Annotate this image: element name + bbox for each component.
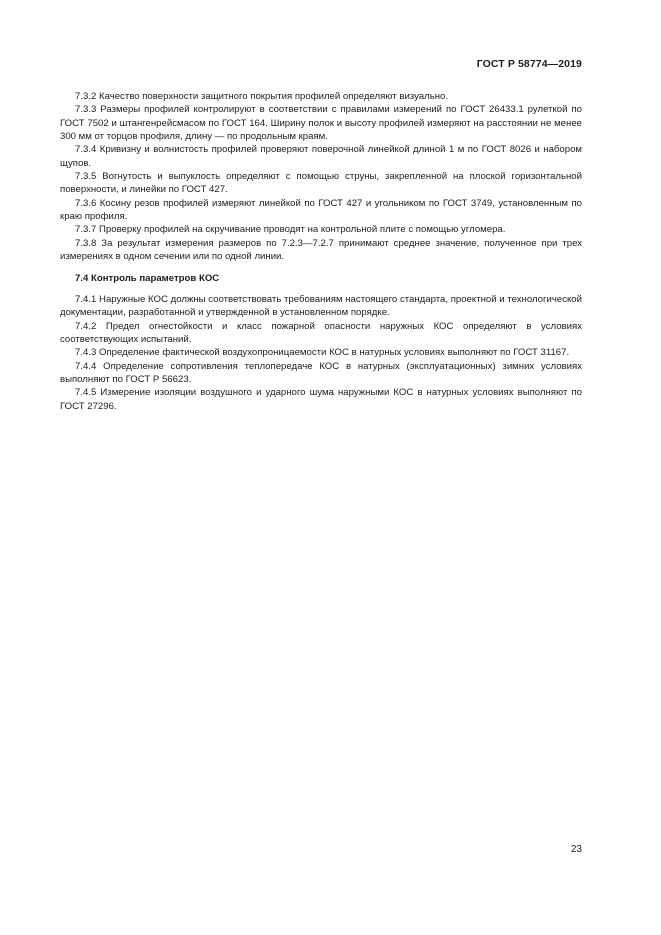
document-header-id: ГОСТ Р 58774—2019 <box>476 58 582 70</box>
paragraph-7-3-7: 7.3.7 Проверку профилей на скручивание проводят на контрольной плите с помощью угломера. <box>75 224 506 236</box>
document-body <box>60 90 582 413</box>
paragraph-7-3-3: 7.3.3 Размеры профилей контролируют в соответствии с правилами измерений по ГОСТ 26433.1 рулеткой по ГОСТ 7502 и штангенрейсмасом по ГОСТ 164. Ширину полок и высоту профилей измеряют на расстоянии не менее 300 мм от торцов профиля, длину — по продольным краям. <box>60 104 582 143</box>
paragraph-7-3-6: 7.3.6 Косину резов профилей измеряют линейкой по ГОСТ 427 и угольником по ГОСТ 3749, установленным по краю профиля. <box>60 197 582 223</box>
paragraph-7-3-8: 7.3.8 За результат измерения размеров по 7.2.3—7.2.7 принимают среднее значение, полученное при трех измерениях в одном сечении или по одной линии. <box>60 237 582 263</box>
paragraph-7-4-1: 7.4.1 Наружные КОС должны соответствовать требованиям настоящего стандарта, проектной и технологической документации, разработанной и утвержденной в установленном порядке. <box>60 293 582 319</box>
section-heading-7-4: 7.4 Контроль параметров КОС <box>75 273 220 285</box>
paragraph-7-3-5: 7.3.5 Вогнутость и выпуклость определяют с помощью струны, закрепленной на плоской горизонтальной поверхности, и линейки по ГОСТ 427. <box>60 171 582 196</box>
paragraph-7-4-4: 7.4.4 Определение сопротивления теплопередаче КОС в натурных (эксплуатационных) зимних условиях выполняют по ГОСТ Р 56623. <box>60 360 582 385</box>
paragraph-7-4-5: 7.4.5 Измерение изоляции воздушного и ударного шума наружными КОС в натурных условиях выполняют по ГОСТ 27296. <box>60 387 582 412</box>
paragraph-7-4-2: 7.4.2 Предел огнестойкости и класс пожарной опасности наружных КОС определяют в условиях соответствующих испытаний. <box>60 320 582 345</box>
paragraph-7-4-3: 7.4.3 Определение фактической воздухопроницаемости КОС в натурных условиях выполняют по ГОСТ 31167. <box>75 347 570 359</box>
page-number: 23 <box>570 844 582 855</box>
paragraph-7-3-2: 7.3.2 Качество поверхности защитного покрытия профилей определяют визуально. <box>75 91 449 102</box>
paragraph-7-3-4: 7.3.4 Кривизну и волнистость профилей проверяют поверочной линейкой длиной 1 м по ГОСТ 8026 и набором щупов. <box>60 144 582 169</box>
